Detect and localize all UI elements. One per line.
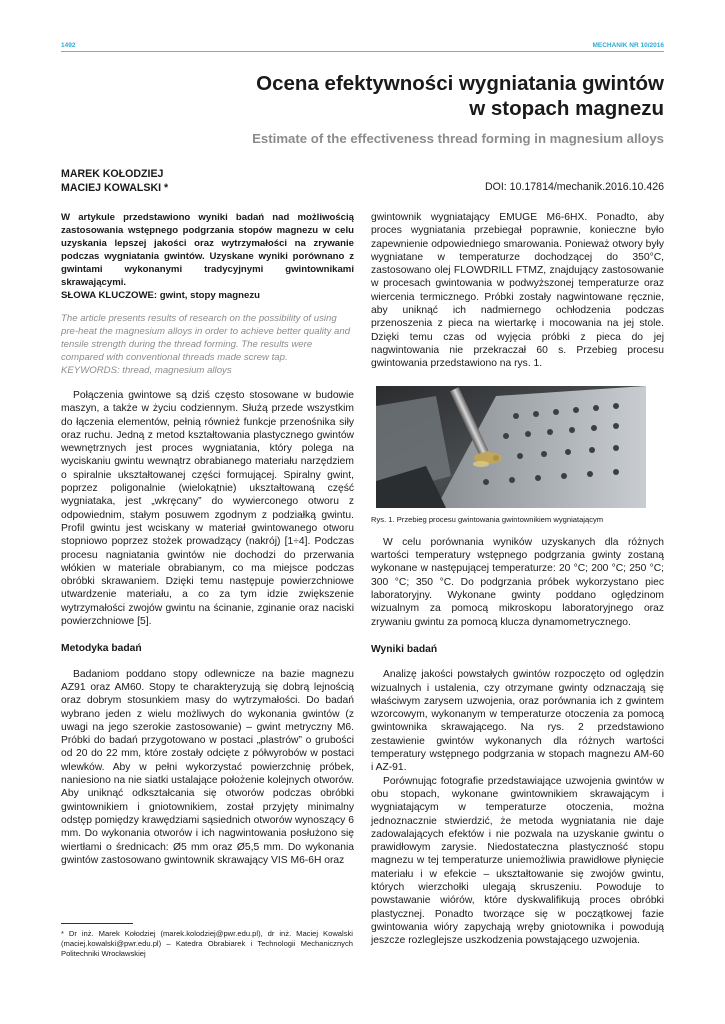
doi-link[interactable]: DOI: 10.17814/mechanik.2016.10.426 (484, 181, 664, 193)
abstract-polish-text: W artykule przedstawiono wyniki badań nad możliwością zastosowania wstępnego podgrzania stopów magnezu w celu uzyskania lepszej jakości oraz wytrzymałości na zrywanie podczas wygniatania gwintów. Uzyskane wyniki porównano z gwintami wykonanymi tradycyjnymi gwintownikami skrawającymi. (61, 212, 354, 288)
header-rule (61, 51, 664, 52)
author-1: MAREK KOŁODZIEJ (61, 168, 164, 180)
abstract-polish (61, 211, 354, 302)
results-paragraph-1: Analizę jakości powstałych gwintów rozpoczęto od oględzin wizualnych i ustalenia, czy otrzymane gwinty odznaczają się właściwym zarysem uzwojenia, oraz porównania ich z gwintem wzorcowym, wykonanym w temperaturze otoczenia za pomocą gwintownika skrawającego. Na rys. 2 przedstawiono zestawienie gwintów wykonanych dla różnych wartości temperatury wstępnego podgrzania w stopach magnezu AM-60 i AZ-91. (371, 669, 664, 774)
page-number: 1492 (61, 42, 76, 49)
abstract-english-text: The article presents results of research on the possibility of using pre-heat the magnesium alloys in order to achieve better quality and tensile strength during the thread forming. The results were compared with conventional threads made screw tap. (61, 313, 351, 363)
abstract-english (61, 312, 354, 377)
section-heading-results: Wyniki badań (371, 643, 438, 655)
temperature-paragraph: W celu porównania wyników uzyskanych dla różnych wartości temperatury wstępnego podgrzania gwinty zostaną wykonane w następującej temperaturze: 20 °C; 200 °C; 250 °C; 300 °C; 350 °C. Do podgrzania próbek wykorzystano piec laboratoryjny. Wykonane gwinty poddano oględzinom wizualnym za pomocą mikroskopu laboratoryjnego oraz zrywaniu gwintu za pomocą klucza dynamometrycznego. (371, 536, 664, 628)
figure-1-caption: Rys. 1. Przebieg procesu gwintowania gwintownikiem wygniatającym (371, 514, 604, 524)
section-heading-methodology: Metodyka badań (61, 643, 142, 655)
left-column (61, 211, 354, 867)
title-line-2: w stopach magnezu (469, 97, 664, 120)
title-line-1: Ocena efektywności wygniatania gwintów (256, 72, 664, 95)
materials-paragraph: gwintownik wygniatający EMUGE M6-6HX. Ponadto, aby proces wygniatania przebiegał poprawnie, konieczne było zapewnienie odpowiedniego smarowania. Ponieważ otwory były wygniatane w temperaturze dochodzącej do 350°C, zastosowano olej FLOWDRILL FTMZ, znajdujący zastosowanie w procesach gwintowania w podwyższonej temperaturze oraz wiercenia termicznego. Próbki zostały nagwintowane ręcznie, aby uniknąć ich nadmiernego ochłodzenia podczas przenoszenia z pieca na wiertarkę i mocowania na jej stole. Dzięki temu czas od wyjęcia próbki z pieca do jej nagwintowania nie przekraczał 60 s. Przebieg procesu gwintowania przedstawiono na rys. 1. (371, 212, 664, 370)
article-title (144, 71, 664, 121)
keywords-polish: SŁOWA KLUCZOWE: gwint, stopy magnezu (61, 290, 260, 301)
journal-name: MECHANIK NR 10/2016 (592, 42, 664, 49)
results-paragraph-2: Porównując fotografie przedstawiające uzwojenia gwintów w obu stopach, wykonane gwintownikiem skrawającym i wygniatającym w temperaturze otoczenia, można jednoznacznie stwierdzić, że metoda wygniatania nie daje zadowalających efektów i nie pozwala na uzyskanie gwintu o prawidłowym zarysie. Niedostateczna plastyczność stopu magnezu w tej temperaturze uniemożliwia prawidłowe płynięcie materiału i w efekcie – ukształtowanie się zwojów gwintu, których wierzchołki ulegają skruszeniu. Powoduje to powstawanie wiórów, które dyskwalifikują proces obróbki plastycznej. Ponadto tworzące się w początkowej fazie gwintowania wióry zapychają wręby gniotownika i powodują jeszcze rozleglejsze uszkodzenia powstającego uzwojenia. (371, 775, 664, 947)
footnote-rule (61, 923, 133, 924)
right-column (371, 211, 664, 947)
thread-forming-photo (376, 386, 646, 508)
author-footnote: * Dr inż. Marek Kołodziej (marek.kolodziej@pwr.edu.pl), dr inż. Maciej Kowalski (maciej.kowalski@pwr.edu.pl) – Katedra Obrabiarek i Technologii Mechanicznych Politechniki Wrocławskiej (61, 929, 353, 958)
author-list (61, 167, 168, 195)
intro-paragraph: Połączenia gwintowe są dziś często stosowane w budowie maszyn, a także w życiu codziennym. Służą przede wszystkim do łączenia elementów, pełnią również funkcje przenośnika siły oraz ruchu. Jedną z metod kształtowania plastycznego gwintów wewnętrznych jest proces wygniatania, który polega na wyciskaniu gwintu wewnątrz obrabianego materiału narzędziem o spiralnie ukształtowanej części formującej. Spiralny gwint, poprzez poligonalnie (wielokątnie) ukształtowaną część wygniataka, jest „wkręcany” do wywierconego otworu z odpowiednim, stałym posuwem zgodnym z podziałką gwintu. Profil gwintu jest wciskany w materiał gwintowanego otworu stopniowo poprzez stożek prowadzący (nakrój) [1÷4]. Podczas procesu nagniatania gwintów nie dochodzi do przerwania włókien w materiale obrabianym, co ma miejsce podczas obróbki skrawaniem. Dzięki temu następuje powierzchniowe utwardzenie materiału, a co za tym idzie zwiększenie wytrzymałości zwojów gwintu na ścinanie, zginanie oraz naciski powierzchniowe [5]. (61, 390, 354, 628)
figure-1-photo (376, 386, 646, 508)
article-subtitle: Estimate of the effectiveness thread forming in magnesium alloys (252, 131, 664, 146)
author-2: MACIEJ KOWALSKI * (61, 182, 169, 194)
keywords-english: KEYWORDS: thread, magnesium alloys (61, 365, 232, 376)
methodology-paragraph: Badaniom poddano stopy odlewnicze na bazie magnezu AZ91 oraz AM60. Stopy te charakteryzują się dobrą lejnością oraz dobrym stosunkiem masy do wytrzymałości. Do badań wybrano jeden z wielu możliwych do wykonania gwintów (z uwagi na jego szerokie zastosowanie) – gwint metryczny M6. Próbki do badań przygotowano w postaci „plastrów” o grubości od 20 do 22 mm, które zostały odcięte z półwyrobów w postaci wlewków. Aby w pełni wykorzystać powierzchnię próbek, naniesiono na nie siatki ustalające położenie kolejnych otworów. Aby uniknąć odkształcania się otworów podczas obróbki gwintownikiem i gniotownikiem, został przyjęty minimalny odstęp pomiędzy krawędziami sąsiednich otworów wynoszący 6 mm. Do wykonania otworów i ich nagwintowania posłużono się wiertłami o średnicach: Ø5 mm oraz Ø5,5 mm. Do wykonania gwintów zastosowano gwintownik skrawający VIS M6-6H oraz (61, 668, 354, 866)
